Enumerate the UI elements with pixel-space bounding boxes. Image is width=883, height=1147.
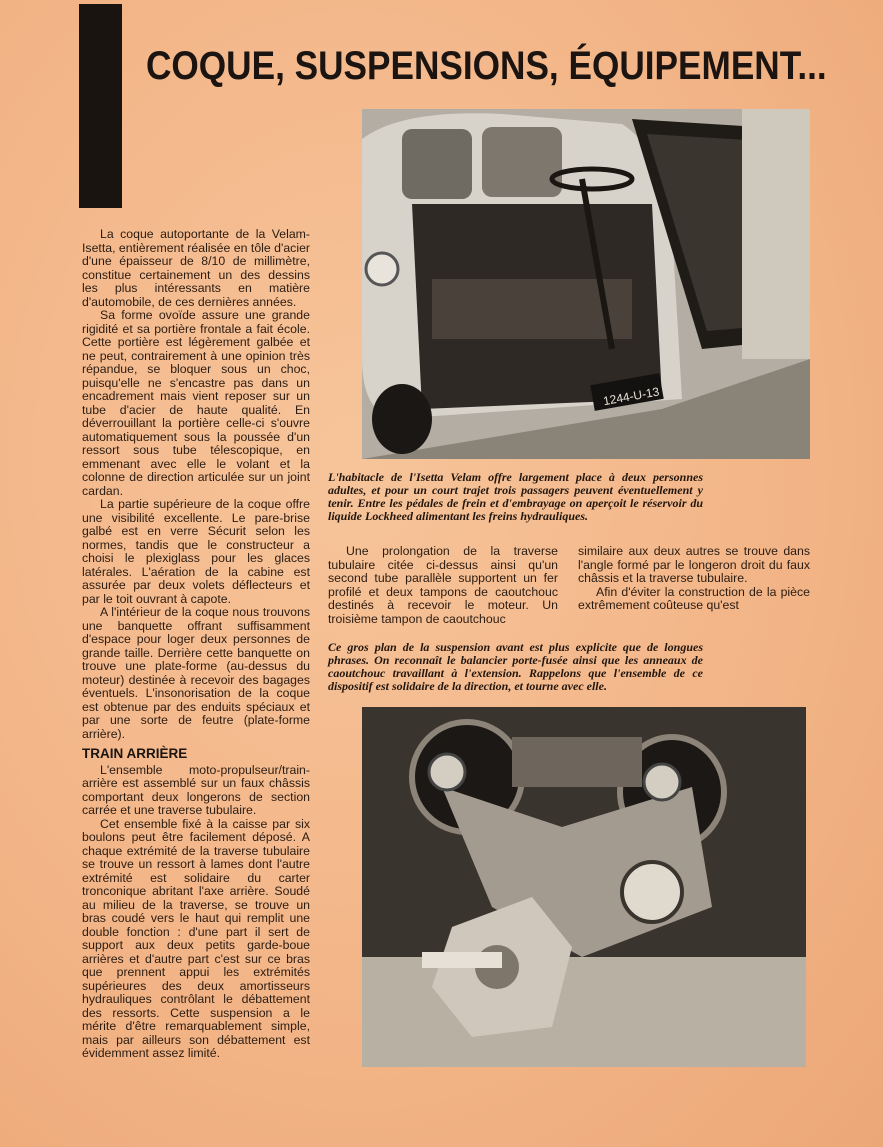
isetta-cabin-photo bbox=[362, 109, 810, 459]
left-text-column bbox=[82, 228, 310, 1061]
paragraph-prolongation: Une prolongation de la traverse tubulaire citée ci-dessus ainsi qu'un second tube parallèle supportent un fer profilé et deux tampons de caoutchouc destinés à recevoir le moteur. Un troisième tampon de caoutchouc bbox=[328, 544, 558, 626]
front-suspension-photo bbox=[362, 707, 806, 1067]
photo1-caption: L'habitacle de l'Isetta Velam offre largement place à deux personnes adultes, et pour un court trajet trois passagers peuvent éventuellement y tenir. Entre les pédales de frein et d'embrayage on aperçoit le réservoir du liquide Lockheed alimentant les freins hydrauliques. bbox=[328, 470, 703, 523]
decorative-black-bar bbox=[79, 4, 122, 208]
photo2-caption: Ce gros plan de la suspension avant est plus explicite que de longues phrases. On reconnaît le balancier porte-fusée ainsi que les anneaux de caoutchouc travaillant à l'extension. Rappelons que l'ensemble de ce dispositif est solidaire de la direction, et tourne avec elle. bbox=[328, 640, 703, 693]
paragraph-ensemble: L'ensemble moto-propulseur/train-arrière est assemblé sur un faux châssis comportant deux longerons de section carrée et une traverse tubulaire. bbox=[82, 762, 310, 817]
middle-text-column bbox=[328, 545, 558, 626]
subhead-train-arriere: TRAIN ARRIÈRE bbox=[82, 746, 188, 761]
page-headline: COQUE, SUSPENSIONS, ÉQUIPEMENT... bbox=[146, 44, 827, 88]
paragraph-interieur: A l'intérieur de la coque nous trouvons une banquette offrant suffisamment d'espace pour loger deux personnes de grande taille. Derrière cette banquette on trouve une plate-forme (au-dessus du moteur) destinée à recevoir des bagages éventuels. L'insonorisation de la coque est obtenue par des enduits spéciaux et par une sorte de feutre (plate-forme arrière). bbox=[82, 605, 310, 741]
paragraph-forme: Sa forme ovoïde assure une grande rigidité et sa portière frontale a fait école. Cette portière est légèrement galbée et ne peut, contrairement à une opinion très répandue, se bloquer sous un choc, puisqu'elle ne s'encastre pas dans un encadrement mais vient reposer sur un tube d'acier de haute qualité. En déverrouillant la portière celle-ci s'ouvre automatiquement sous la poussée d'un ressort sous tube télescopique, en emmenant avec elle le volant et la colonne de direction articulée sur un joint cardan. bbox=[82, 308, 310, 498]
paragraph-afin: Afin d'éviter la construction de la pièce extrêmement coûteuse qu'est bbox=[578, 584, 810, 612]
paragraph-coque: La coque autoportante de la Velam-Isetta, entièrement réalisée en tôle d'acier d'une épaisseur de 8/10 de millimètre, constitue certainement un des dessins les plus intéressants en matière d'automobile, de ces dernières années. bbox=[82, 227, 310, 309]
right-text-column bbox=[578, 545, 810, 613]
paragraph-similaire: similaire aux deux autres se trouve dans l'angle formé par le longeron droit du faux châssis et la traverse tubulaire. bbox=[578, 544, 810, 585]
paragraph-fixation: Cet ensemble fixé à la caisse par six boulons peut être facilement déposé. A chaque extrémité de la traverse tubulaire se trouve un ressort à lames dont l'autre extrémité est solidaire du carter tronconique abritant l'axe arrière. Soudé au milieu de la traverse, se trouve un bras coudé vers le haut qui remplit une double fonction : d'une part il sert de support aux deux petits garde-boue arrières et d'autre part c'est sur ce bras que prennent appui les extrémités supérieures des deux amortisseurs hydrauliques contrôlant le débattement des ressorts. Cette suspension a le mérite d'être remarquablement simple, mais par ailleurs son débattement est évidemment assez limité. bbox=[82, 816, 310, 1060]
paragraph-partie-superieure: La partie supérieure de la coque offre une visibilité excellente. Le pare-brise galbé est en verre Sécurit selon les normes, tandis que le constructeur a choisi le plexiglass pour les glaces latérales. L'aération de la cabine est assurée par deux volets déflecteurs et par le toit ouvrant à capote. bbox=[82, 497, 310, 606]
license-plate-text: 1244-U-13 bbox=[602, 384, 661, 409]
